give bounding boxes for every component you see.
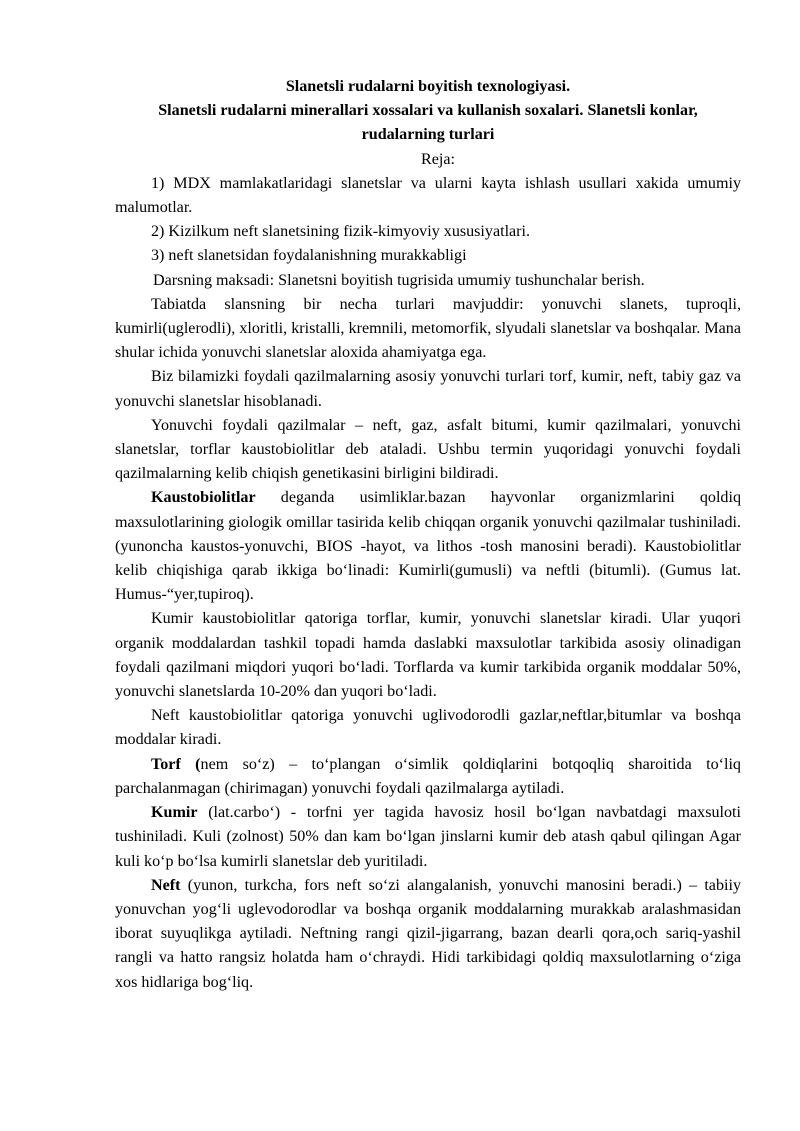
paragraph-kumir xyxy=(115,801,741,874)
term-torf: Torf ( xyxy=(151,755,201,773)
paragraph-torf xyxy=(115,753,741,801)
paragraph-torf-text: nem so‘z) – to‘plangan o‘simlik qoldiqlarini botqoqliq sharoitida to‘liq parchalanmagan (chirimagan) yonuvchi foydali qazilmalarga aytiladi. xyxy=(115,755,741,797)
paragraph-fuel-types: Biz bilamizki foydali qazilmalarning asosiy yonuvchi turlari torf, kumir, neft, tabiy gaz va yonuvchi slanetslar hisoblanadi. xyxy=(115,368,741,410)
plan-heading: Reja: xyxy=(421,150,455,168)
paragraph-fuel-minerals: Yonuvchi foydali qazilmalar – neft, gaz, asfalt bitumi, kumir qazilmalari, yonuvchi slanetslar, torflar kaustobiolitlar deb ataladi. Ushbu termin yuqoridagi yonuvchi foydali qazilmalarning kelib chiqish genetikasini birligini bildiradi. xyxy=(115,416,741,483)
paragraph-kaustobiolitlar xyxy=(115,486,741,607)
plan-item-3: 3) neft slanetsidan foydalanishning murakkabligi xyxy=(151,247,467,265)
paragraph-kumir-kaustobiolitlar: Kumir kaustobiolitlar qatoriga torflar, kumir, yonuvchi slanetslar kiradi. Ular yuqori organik moddalardan tashkil topadi hamda daslabki maxsulotlar tarkibida asosiy olinadigan foydali qazilmani miqdori yuqori bo‘ladi. Torflarda va kumir tarkibida organik moddalar 50%, yonuvchi slanetslarda 10-20% dan yuqori bo‘ladi. xyxy=(115,610,741,701)
term-kaustobiolitlar: Kaustobiolitlar xyxy=(151,489,256,507)
document-title xyxy=(115,75,741,148)
paragraph-slanets-types: Tabiatda slansning bir necha turlari mavjuddir: yonuvchi slanets, tuproqli, kumirli(uglerodli), xloritli, kristalli, kremnili, metomorfik, slyudali slanetslar va boshqalar. Mana shular ichida yonuvchi slanetslar aloxida ahamiyatga ega. xyxy=(115,295,741,362)
paragraph-kumir-text: (lat.carbo‘) - torfni yer tagida havosiz hosil bo‘lgan navbatdagi maxsuloti tushiniladi. Kuli (zolnost) 50% dan kam bo‘lgan jinslarni kumir deb atash qabul qilingan Agar kuli ko‘p bo‘lsa kumirli slanetslar deb yuritiladi. xyxy=(115,804,741,870)
title-line-2: Slanetsli rudalarni minerallari xossalari va kullanish soxalari. Slanetsli konlar, rudalarning turlari xyxy=(158,102,698,144)
title-line-1: Slanetsli rudalarni boyitish texnologiyasi. xyxy=(285,78,571,95)
plan-item-2: 2) Kizilkum neft slanetsining fizik-kimyoviy xususiyatlari. xyxy=(151,223,531,241)
term-kumir: Kumir xyxy=(151,804,198,822)
lesson-aim: Darsning maksadi: Slanetsni boyitish tugrisida umumiy tushunchalar berish. xyxy=(153,271,645,289)
document-body xyxy=(115,75,741,995)
paragraph-neft-text: (yunon, turkcha, fors neft so‘zi alangalanish, yonuvchi manosini beradi.) – tabiiy yonuvchan yog‘li uglevodorodlar va boshqa organik moddalarning murakkab aralashmasidan iborat suyuqlikga aytiladi. Neftning rangi qizil-jigarrang, bazan dearli qora,och sariq-yashil rangli va hatto rangsiz holatda ham o‘chraydi. Hidi tarkibidagi qoldiq maxsulotlarning o‘ziga xos hidlariga bog‘liq. xyxy=(115,876,741,991)
paragraph-kaustobiolitlar-text: deganda usimliklar.bazan hayvonlar organizmlarini qoldiq maxsulotlarining giologik omillar tasirida kelib chiqqan organik yonuvchi qazilmalar tushiniladi.(yunoncha kaustos-yonuvchi, BIOS -hayot, va lithos -tosh manosini beradi). Kaustobiolitlar kelib chiqishiga qarab ikkiga bo‘linadi: Kumirli(gumusli) va neftli (bitumli). (Gumus lat. Humus-“yer,tupiroq). xyxy=(115,489,741,604)
paragraph-neft xyxy=(115,874,741,995)
paragraph-neft-kaustobiolitlar: Neft kaustobiolitlar qatoriga yonuvchi uglivodorodli gazlar,neftlar,bitumlar va boshqa moddalar kiradi. xyxy=(115,707,741,749)
term-neft: Neft xyxy=(151,876,181,894)
plan-item-1: 1) MDX mamlakatlaridagi slanetslar va ularni kayta ishlash usullari xakida umumiy malumotlar. xyxy=(115,174,741,217)
